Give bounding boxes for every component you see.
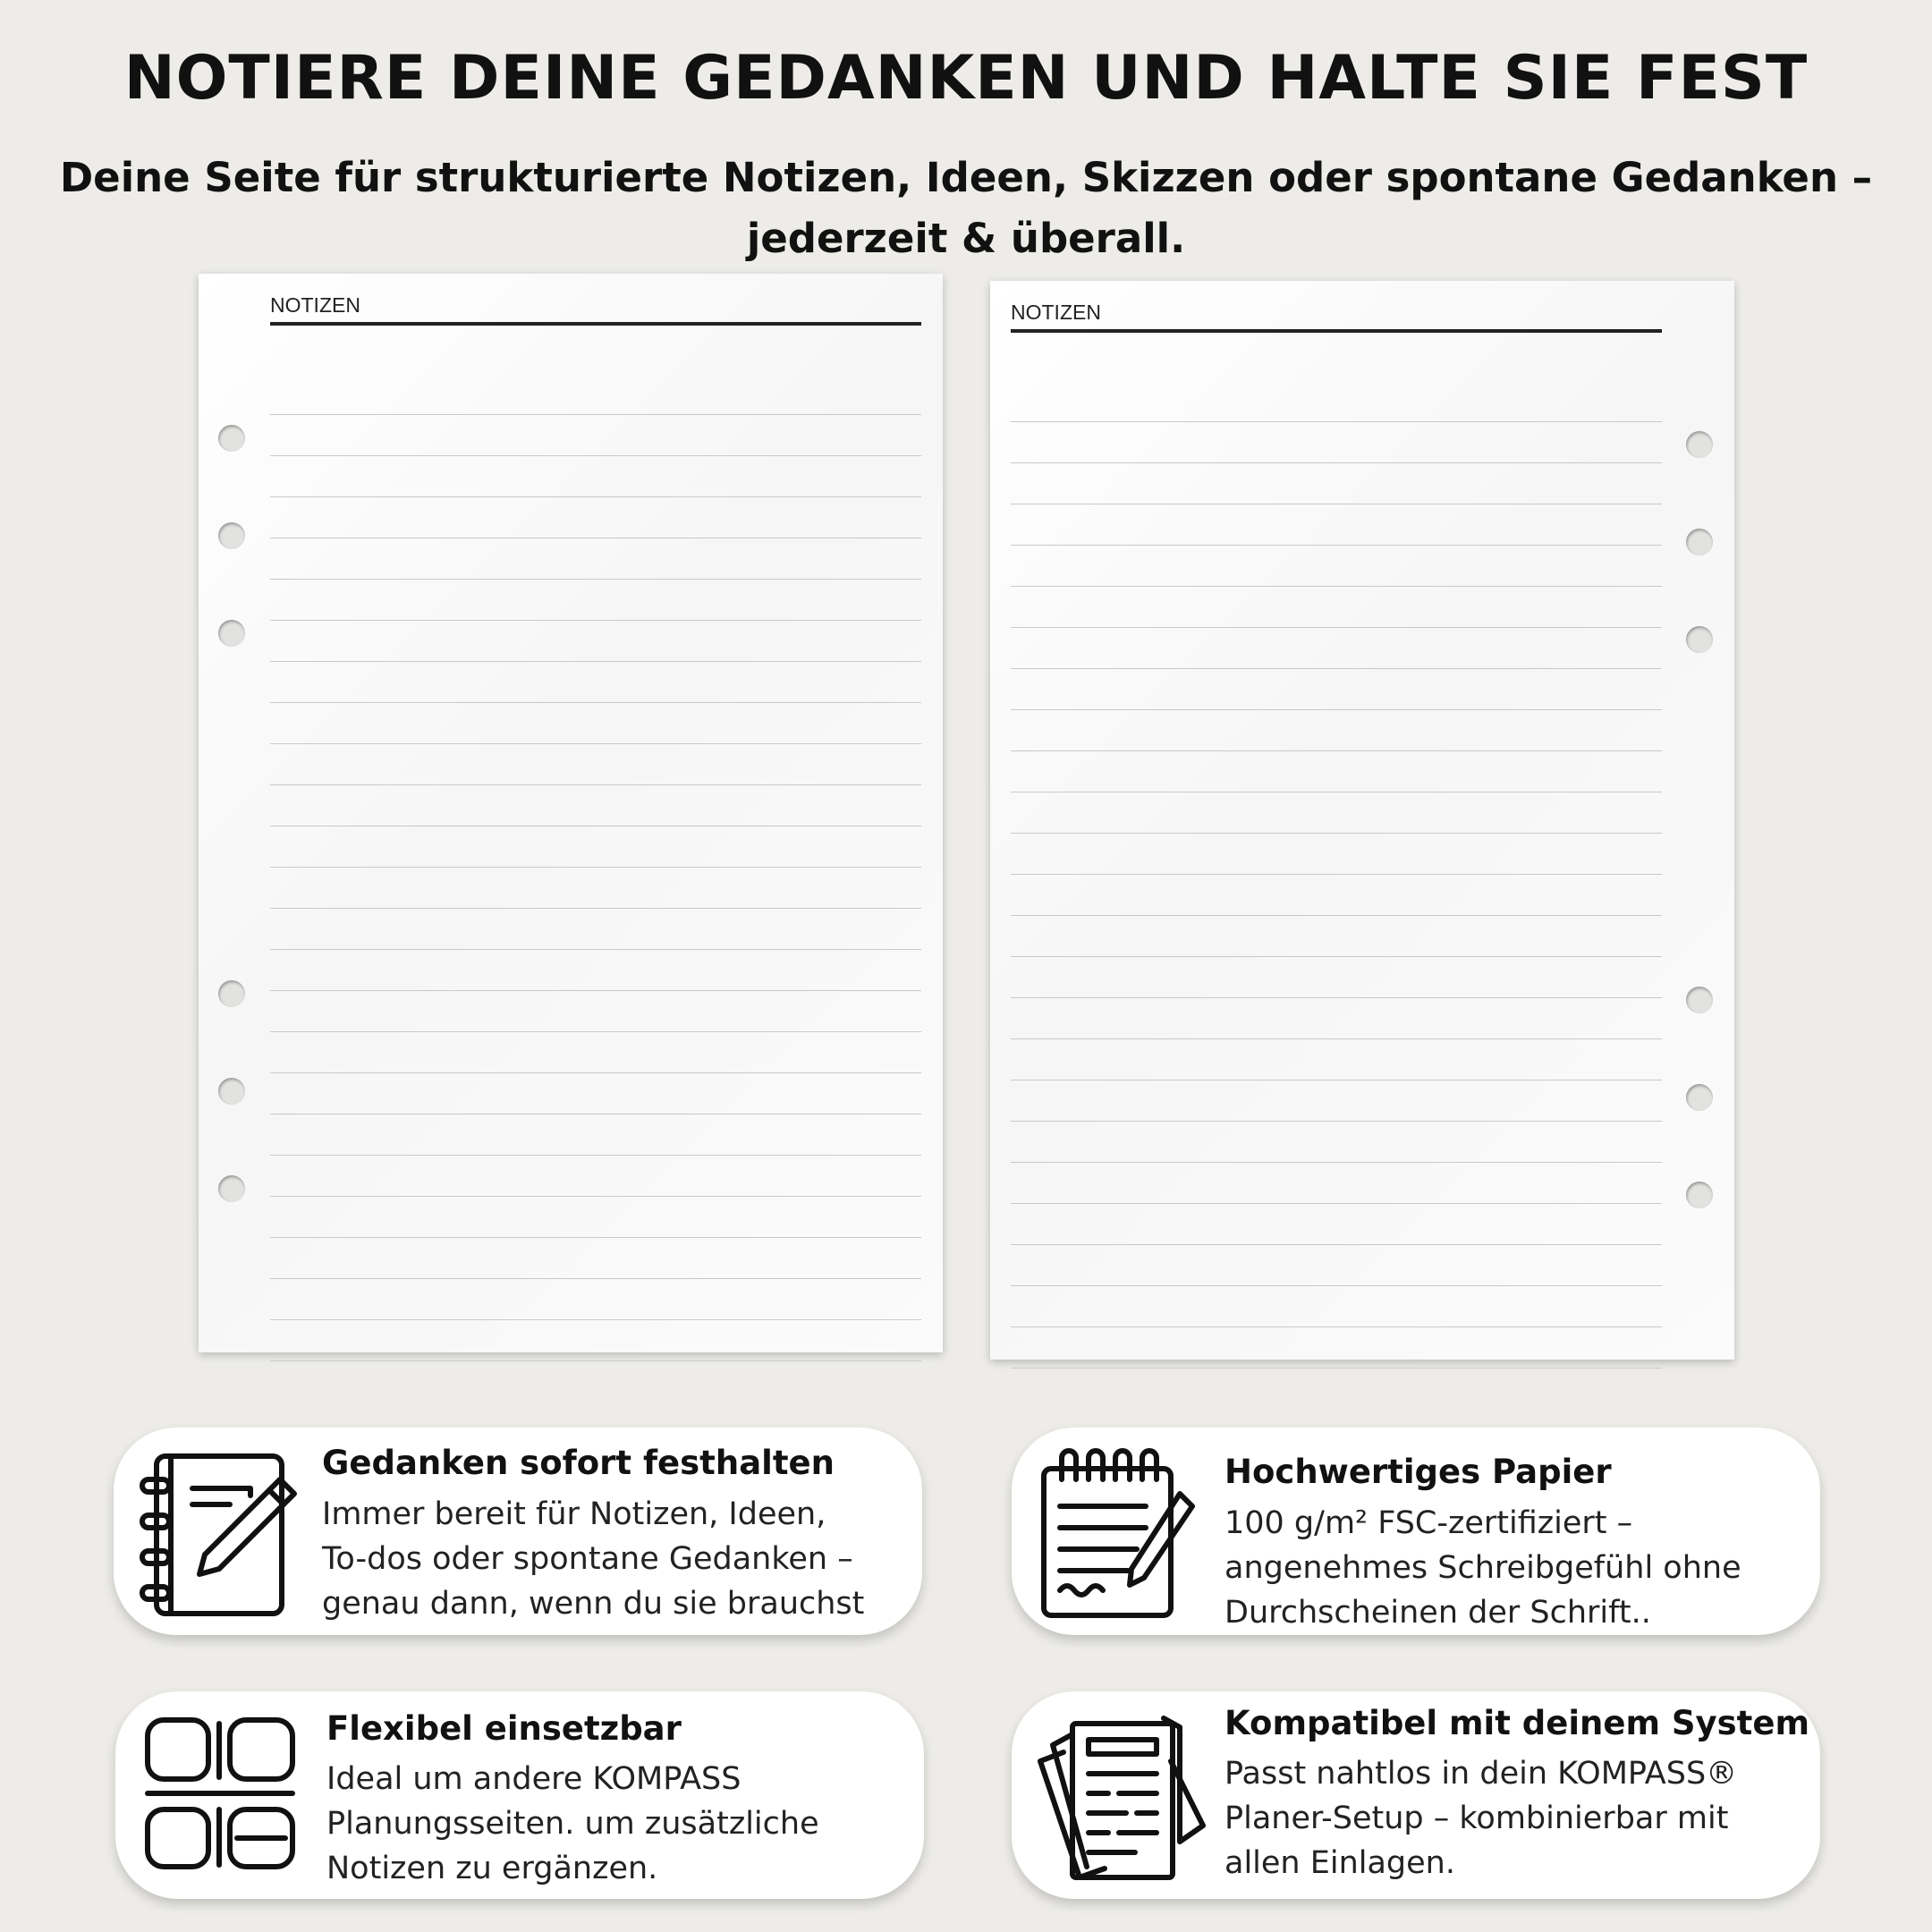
feature-text: Immer bereit für Notizen, Ideen, To-dos oder spontane Gedanken – genau dann, wenn du sie brauchst: [322, 1496, 865, 1622]
document-stack-icon: [1037, 1707, 1212, 1886]
feature-card-notes: [114, 1428, 922, 1635]
notes-page-left: [199, 274, 943, 1352]
feature-card-flexible: [115, 1691, 924, 1899]
punch-hole: [218, 1175, 245, 1202]
feature-text: Ideal um andere KOMPASS Planungsseiten. um zusätzliche Notizen zu ergänzen.: [326, 1761, 819, 1886]
punch-hole: [218, 1078, 245, 1105]
punch-hole: [218, 620, 245, 647]
feature-title: Hochwertiges Papier: [1224, 1453, 1612, 1491]
feature-text: Passt nahtlos in dein KOMPASS® Planer-Setup – kombinierbar mit allen Einlagen.: [1224, 1756, 1738, 1881]
ruled-lines: [1011, 381, 1662, 1368]
punch-hole: [1686, 1182, 1713, 1208]
notepad-pen-icon: [1030, 1444, 1208, 1623]
page-subtitle: Deine Seite für strukturierte Notizen, Ideen, Skizzen oder spontane Gedanken – jederzeit & überall.: [59, 154, 1873, 262]
page-title: NOTIERE DEINE GEDANKEN UND HALTE SIE FEST: [123, 43, 1809, 114]
page-header-notizen: NOTIZEN: [270, 293, 921, 326]
notes-page-right: [990, 281, 1734, 1360]
punch-hole: [1686, 626, 1713, 653]
punch-hole: [1686, 987, 1713, 1013]
notebook-pencil-icon: [130, 1444, 309, 1623]
feature-title: Flexibel einsetzbar: [326, 1709, 682, 1748]
page-header-notizen: NOTIZEN: [1011, 301, 1662, 333]
feature-title: Kompatibel mit deinem System: [1224, 1704, 1810, 1742]
punch-hole: [1686, 1084, 1713, 1111]
feature-card-compatible: [1012, 1691, 1820, 1899]
feature-title: Gedanken sofort festhalten: [322, 1444, 835, 1482]
punch-hole: [1686, 431, 1713, 458]
ruled-lines: [270, 374, 921, 1361]
layout-grid-icon: [144, 1716, 296, 1870]
punch-hole: [218, 522, 245, 549]
punch-hole: [218, 425, 245, 452]
feature-card-paper: [1012, 1428, 1820, 1635]
punch-hole: [1686, 529, 1713, 555]
punch-hole: [218, 980, 245, 1007]
feature-text: 100 g/m² FSC-zertifiziert – angenehmes Schreibgefühl ohne Durchscheinen der Schrift..: [1224, 1505, 1741, 1631]
